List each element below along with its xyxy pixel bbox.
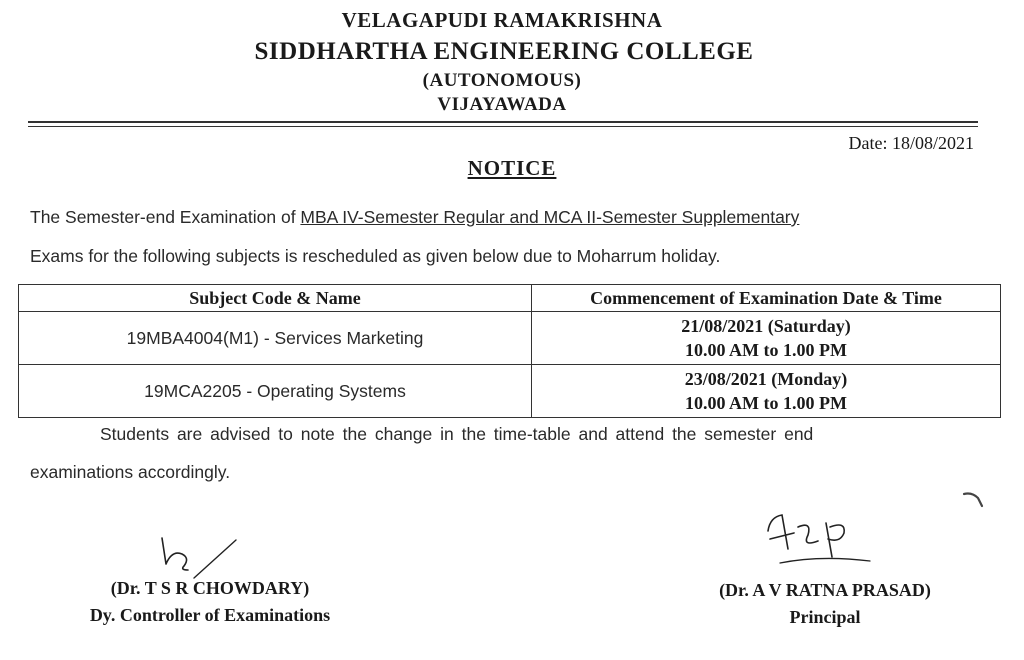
principal-name: (Dr. A V RATNA PRASAD) — [719, 580, 931, 600]
college-city: VIJAYAWADA — [437, 94, 567, 115]
controller-title: Dy. Controller of Examinations — [89, 605, 331, 625]
exam-date: 23/08/2021 (Monday) — [684, 369, 848, 389]
header-commencement: Commencement of Examination Date & Time — [532, 285, 1001, 312]
college-status: (AUTONOMOUS) — [422, 70, 582, 91]
schedule-cell — [532, 365, 1001, 418]
notice-date: Date: 18/08/2021 — [848, 133, 974, 153]
college-name-line2: SIDDHARTHA ENGINEERING COLLEGE — [254, 38, 754, 65]
controller-name: (Dr. T S R CHOWDARY) — [110, 578, 310, 598]
exam-date: 21/08/2021 (Saturday) — [681, 316, 851, 336]
header-divider-thick — [28, 121, 978, 123]
college-name-line1: VELAGAPUDI RAMAKRISHNA — [341, 8, 663, 32]
advisory-line1: Students are advised to note the change in the time-table and attend the semester end — [100, 424, 814, 444]
header-subject: Subject Code & Name — [19, 285, 532, 312]
schedule-table — [18, 284, 1001, 418]
notice-paragraph-line2: Exams for the following subjects is rescheduled as given below due to Moharrum holiday. — [30, 246, 721, 266]
notice-title: NOTICE — [467, 156, 557, 180]
exam-time: 10.00 AM to 1.00 PM — [685, 340, 847, 360]
exam-time: 10.00 AM to 1.00 PM — [685, 393, 847, 413]
subject-cell: 19MCA2205 - Operating Systems — [19, 365, 532, 418]
principal-title: Principal — [789, 607, 861, 627]
subject-cell: 19MBA4004(M1) - Services Marketing — [19, 312, 532, 365]
paragraph-prefix: The Semester-end Examination of — [30, 207, 301, 227]
table-row — [19, 365, 1001, 418]
header-divider-thin — [28, 126, 978, 127]
schedule-cell — [532, 312, 1001, 365]
paragraph-exam-name: MBA IV-Semester Regular and MCA II-Semester Supplementary — [300, 207, 800, 227]
advisory-line2: examinations accordingly. — [30, 462, 231, 482]
table-row — [19, 312, 1001, 365]
principal-signature — [760, 505, 890, 585]
ink-mark-icon — [960, 488, 990, 512]
notice-paragraph-line1 — [30, 207, 799, 228]
table-header-row — [19, 285, 1001, 312]
